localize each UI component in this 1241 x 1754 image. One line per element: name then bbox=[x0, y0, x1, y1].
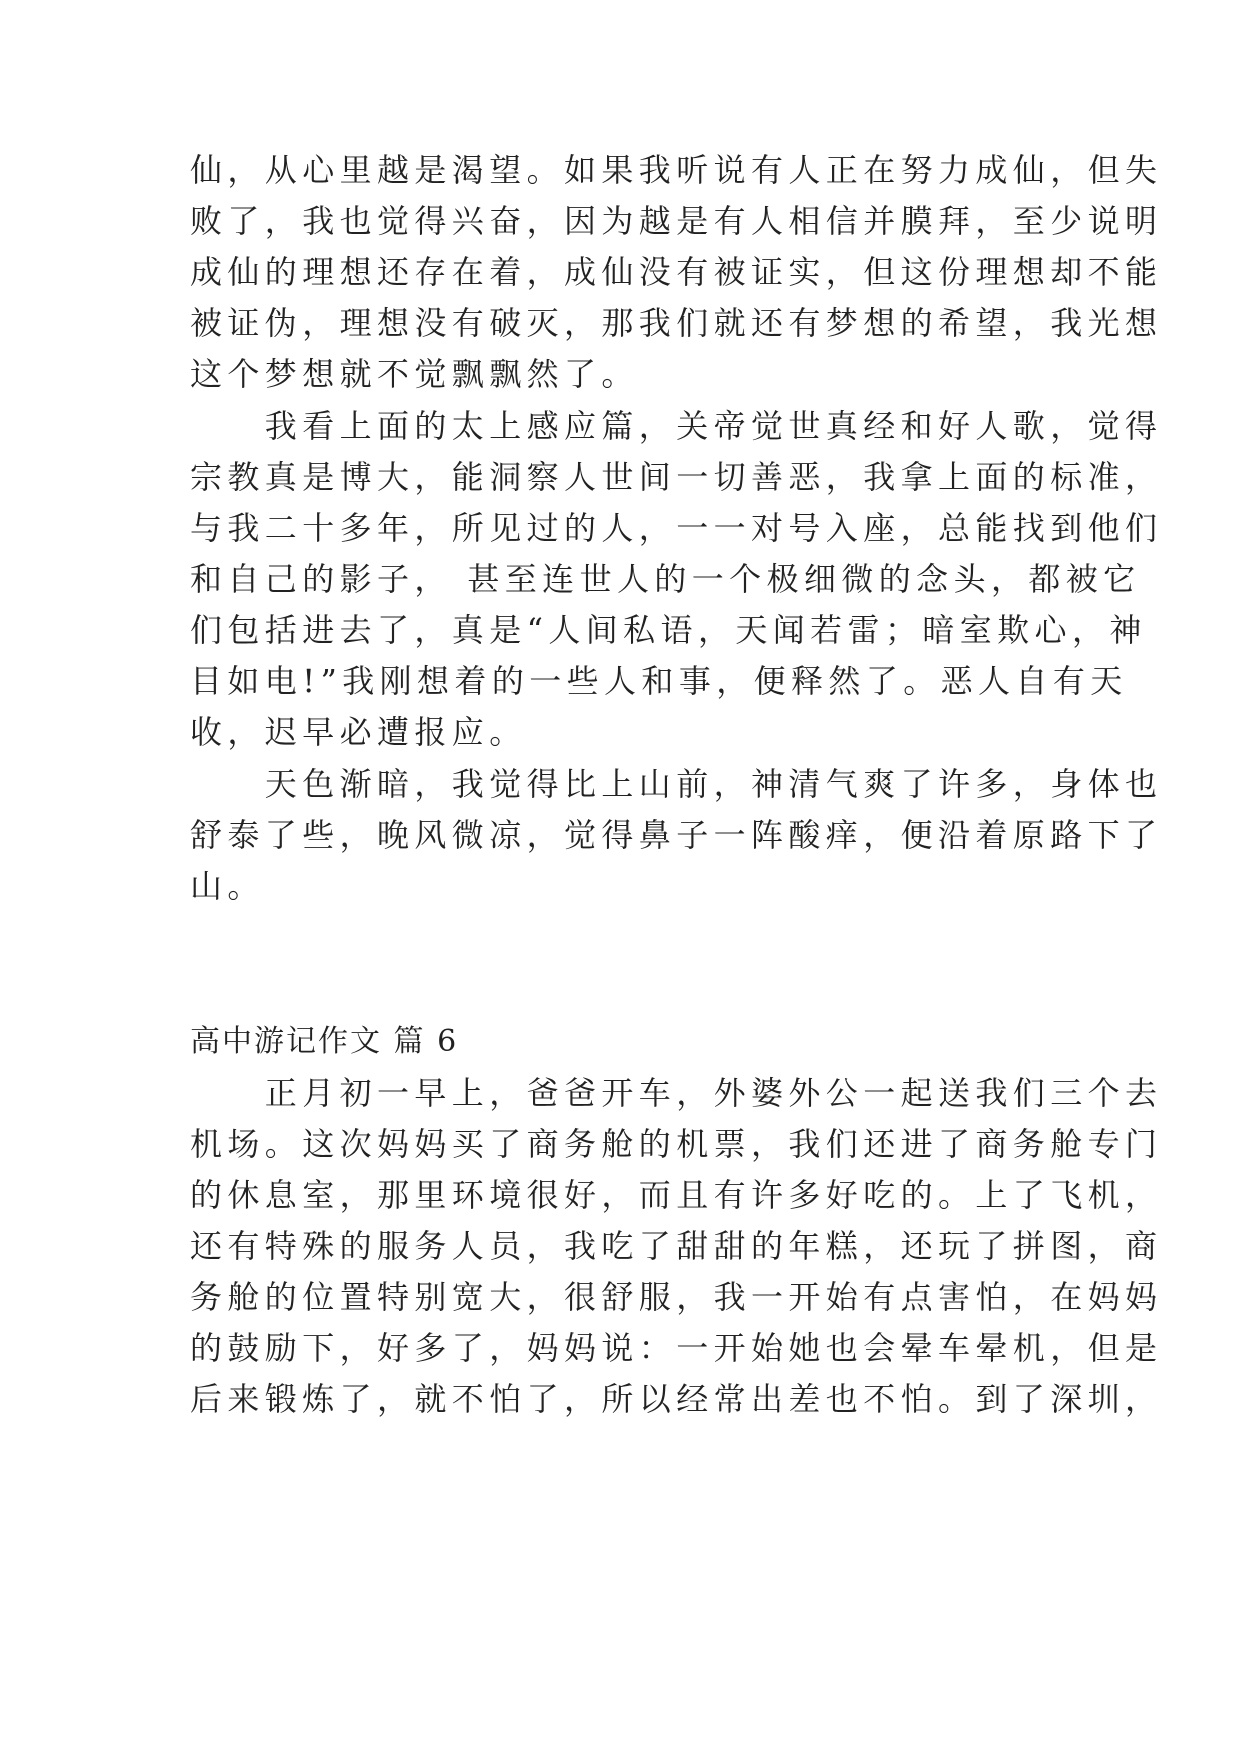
text-line: 天色渐暗，我觉得比上山前，神清气爽了许多，身体也 bbox=[190, 765, 1163, 803]
text-line: 正月初一早上，爸爸开车，外婆外公一起送我们三个去 bbox=[190, 1074, 1163, 1112]
text-line: 还有特殊的服务人员，我吃了甜甜的年糕，还玩了拼图，商 bbox=[190, 1227, 1163, 1265]
text-line: 山。 bbox=[190, 867, 265, 905]
section-title: 高中游记作文 篇 6 bbox=[190, 1024, 459, 1059]
text-line: 与我二十多年，所见过的人，一一对号入座，总能找到他们 bbox=[190, 509, 1163, 547]
text-line: 的休息室，那里环境很好，而且有许多好吃的。上了飞机， bbox=[190, 1176, 1163, 1214]
text-line: 目如电!”我刚想着的一些人和事，便释然了。恶人自有天 bbox=[190, 662, 1128, 700]
text-line: 仙，从心里越是渴望。如果我听说有人正在努力成仙，但失 bbox=[190, 151, 1163, 189]
text-line: 成仙的理想还存在着，成仙没有被证实，但这份理想却不能 bbox=[190, 253, 1163, 291]
text-line: 被证伪，理想没有破灭，那我们就还有梦想的希望，我光想 bbox=[190, 304, 1163, 342]
text-line: 败了，我也觉得兴奋，因为越是有人相信并膜拜，至少说明 bbox=[190, 202, 1163, 240]
text-line: 这个梦想就不觉飘飘然了。 bbox=[190, 355, 639, 393]
text-line: 我看上面的太上感应篇，关帝觉世真经和好人歌，觉得 bbox=[190, 407, 1163, 445]
text-line: 后来锻炼了，就不怕了，所以经常出差也不怕。到了深圳， bbox=[190, 1380, 1163, 1418]
text-line: 机场。这次妈妈买了商务舱的机票，我们还进了商务舱专门 bbox=[190, 1125, 1163, 1163]
text-line: 的鼓励下，好多了，妈妈说：一开始她也会晕车晕机，但是 bbox=[190, 1329, 1163, 1367]
text-line: 务舱的位置特别宽大，很舒服，我一开始有点害怕，在妈妈 bbox=[190, 1278, 1163, 1316]
text-line: 收，迟早必遭报应。 bbox=[190, 713, 527, 751]
text-line: 宗教真是博大，能洞察人世间一切善恶，我拿上面的标准， bbox=[190, 458, 1163, 496]
text-line: 舒泰了些，晚风微凉，觉得鼻子一阵酸痒，便沿着原路下了 bbox=[190, 816, 1163, 854]
text-line: 们包括进去了，真是“人间私语，天闻若雷；暗室欺心，神 bbox=[190, 611, 1147, 649]
text-line: 和自己的影子， 甚至连世人的一个极细微的念头，都被它 bbox=[190, 560, 1141, 598]
